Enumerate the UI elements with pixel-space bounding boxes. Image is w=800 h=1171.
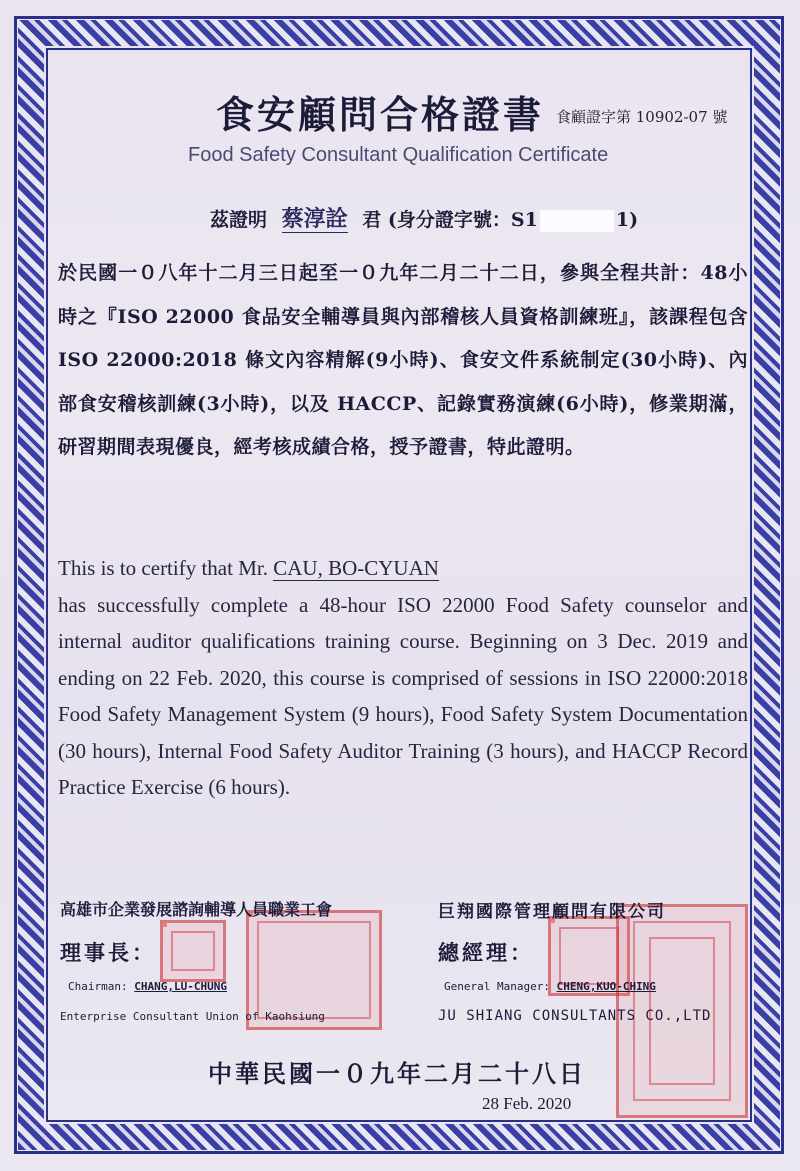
issue-date-chinese: 中華民國一０九年二月二十八日 [208,1059,586,1088]
certificate-content [50,52,750,1118]
honorific: 君 [362,209,382,231]
certify-prefix: 茲證明 [210,209,268,231]
seal-chairman-personal [160,920,226,982]
certify-prefix-english: This is to certify that Mr. [58,556,268,580]
body-english [58,550,748,806]
union-name: 高雄市企業發展諮詢輔導人員職業工會 [60,900,333,919]
company-name-english: JU SHIANG CONSULTANTS CO.,LTD [438,1008,712,1024]
certify-line-english [58,550,748,587]
issue-date-english: 28 Feb. 2020 [482,1094,572,1113]
company-name: 巨翔國際管理顧問有限公司 [438,902,666,922]
body-english-text: has successfully complete a 48-hour ISO 22000 Food Safety counselor and internal auditor qualifications training course. Beginning on 3 Dec. 2019 and ending on 22 Feb. 2020, this course is comprised of sessions in ISO 22000:2018 Food Safety Management System (9 hours), Food Safety System Documentation (30 hours), Internal Food Safety Auditor Training (3 hours), and HACCP Record Practice Exercise (6 hours). [58,592,748,799]
union-name-english: Enterprise Consultant Union of Kaohsiung [60,1010,325,1023]
manager-label: General Manager: [444,980,550,993]
chairman-label: Chairman: [68,980,128,993]
id-label: (身分證字號： [387,209,511,231]
certify-line-chinese [210,202,638,233]
chairman-name: CHANG,LU-CHUNG [134,980,227,993]
holder-name-chinese: 蔡淳詮 [281,206,348,232]
certificate-number: 食顧證字第 10902-07 號 [556,108,728,126]
manager-signature-line [444,980,656,993]
manager-title: 總經理： [438,940,534,965]
body-chinese: 於民國一０八年十二月三日起至一０九年二月二十二日，參與全程共計：48小時之『ISO 22000 食品安全輔導員與內部稽核人員資格訓練班』，該課程包含 ISO 22000:2018 條文內容精解(9小時)、食安文件系統制定(30小時)、內部食安稽核訓練(3小時)，以及 HACCP、記錄實務演練(6小時)，修業期滿，研習期間表現優良，經考核成績合格，授予證書，特此證明。 [58,262,748,458]
chairman-title: 理事長： [60,940,156,965]
id-start: S1 [510,209,538,231]
title-chinese: 食安顧問合格證書 [216,92,545,137]
chairman-signature-line [68,980,227,993]
manager-name: CHENG,KUO-CHING [556,980,656,993]
title-english: Food Safety Consultant Qualification Certificate [188,144,609,166]
id-end: 1) [615,209,639,231]
holder-name-english: CAU, BO-CYUAN [273,556,439,580]
id-redaction [540,210,614,232]
